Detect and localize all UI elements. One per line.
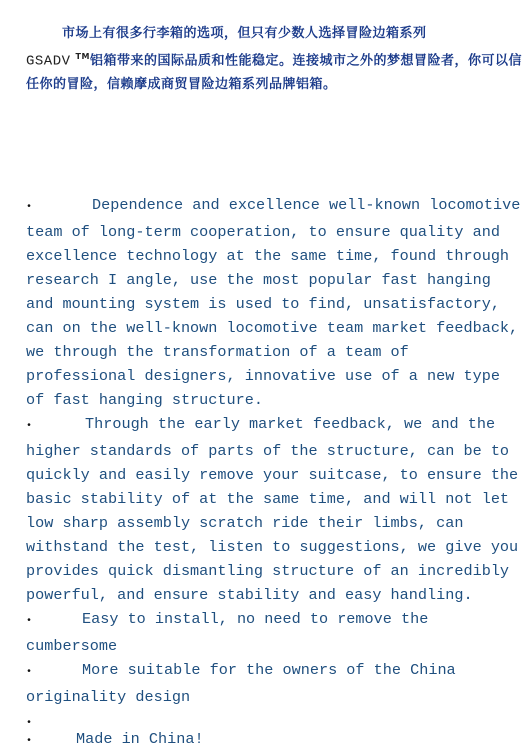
- list-item-text: More suitable for the owners of the China originality design: [26, 661, 456, 706]
- list-item: [26, 412, 524, 607]
- feature-list: [26, 193, 524, 754]
- bullet-icon: •: [26, 718, 33, 729]
- intro-paragraph: [26, 22, 522, 96]
- bullet-icon: •: [26, 736, 33, 747]
- list-item: [26, 727, 524, 754]
- list-item-text: Through the early market feedback, we and the higher standards of parts of the structure, can be to quickly and easily remove your suitcase, to ensure the basic stability of at the same time, and will not let low sharp assembly scratch ride their limbs, can withstand the test, listen to suggestions, we give you provides quick dismantling structure of an incredibly powerful, and ensure stability and easy handling.: [26, 415, 519, 604]
- bullet-icon: •: [26, 421, 33, 432]
- intro-line-start: 市场上有很多行李箱的选项，但只有少数人选择冒险边箱系列: [62, 26, 427, 41]
- list-item-text: Made in China!: [76, 730, 204, 748]
- intro-line-rest: 铝箱带来的国际品质和性能稳定。连接城市之外的梦想冒险者，你可以信任你的冒险，信赖摩成商贸冒险边箱系列品牌铝箱。: [26, 53, 522, 93]
- bullet-icon: •: [26, 202, 33, 213]
- list-item-text: Easy to install, no need to remove the cumbersome: [26, 610, 429, 655]
- bullet-icon: •: [26, 616, 33, 627]
- list-item: [26, 193, 524, 412]
- brand-name: GSADV: [26, 53, 71, 70]
- list-item-text: Dependence and excellence well-known locomotive team of long-term cooperation, to ensure quality and excellence technology at the same time, found through research I angle, use the most popular fast hanging and mounting system is used to find, unsatisfactory, can on the well-known locomotive team market feedback, we through the transformation of a team of professional designers, innovative use of a new type of fast hanging structure.: [26, 196, 521, 409]
- list-item: [26, 607, 524, 658]
- list-item: [26, 658, 524, 709]
- list-item: [26, 709, 524, 727]
- bullet-icon: •: [26, 667, 33, 678]
- trademark-mark: TM: [75, 52, 90, 61]
